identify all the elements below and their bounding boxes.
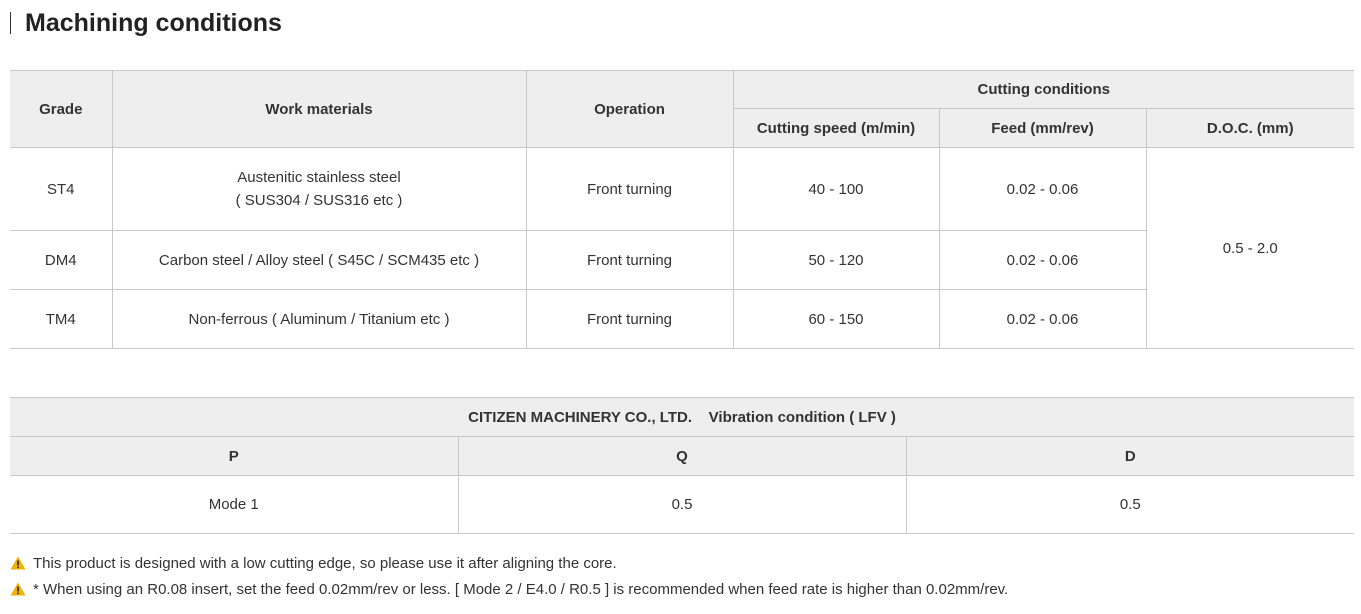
- grade-cell: DM4: [10, 231, 112, 290]
- note-text: * When using an R0.08 insert, set the feed 0.02mm/rev or less. [ Mode 2 / E4.0 / R0.5 ] is recommended when feed rate is higher than 0.02mm/rev.: [33, 580, 1009, 598]
- speed-cell: 50 - 120: [733, 231, 939, 290]
- machining-conditions-table: [10, 70, 1354, 349]
- header-row: [10, 71, 1354, 109]
- q-header: Q: [458, 437, 906, 476]
- vibration-header-row: [10, 437, 1354, 476]
- title-marker: [10, 12, 11, 34]
- grade-cell: ST4: [10, 148, 112, 231]
- operation-cell: Front turning: [526, 290, 733, 349]
- d-value: 0.5: [906, 476, 1354, 534]
- feed-header: Feed (mm/rev): [939, 109, 1146, 148]
- table-row: [10, 148, 1354, 231]
- vibration-condition-table: [10, 397, 1354, 534]
- note-text: This product is designed with a low cutting edge, so please use it after aligning the core.: [33, 554, 617, 572]
- d-header: D: [906, 437, 1354, 476]
- p-value: Mode 1: [10, 476, 458, 534]
- q-value: 0.5: [458, 476, 906, 534]
- section-title: [10, 10, 282, 36]
- speed-cell: 60 - 150: [733, 290, 939, 349]
- p-header: P: [10, 437, 458, 476]
- vibration-title-row: [10, 398, 1354, 437]
- material-cell: Carbon steel / Alloy steel ( S45C / SCM435 etc ): [112, 231, 526, 290]
- doc-cell: 0.5 - 2.0: [1146, 148, 1354, 349]
- warning-icon: [10, 556, 26, 570]
- feed-cell: 0.02 - 0.06: [939, 231, 1146, 290]
- material-cell: [112, 148, 526, 231]
- operation-cell: Front turning: [526, 148, 733, 231]
- vibration-title: [10, 398, 1354, 437]
- operation-cell: Front turning: [526, 231, 733, 290]
- vibration-title-text: CITIZEN MACHINERY CO., LTD. Vibration condition ( LFV ): [468, 408, 896, 426]
- page-title: Machining conditions: [25, 8, 282, 37]
- feed-cell: 0.02 - 0.06: [939, 290, 1146, 349]
- note-item: [10, 576, 1008, 602]
- cutting-speed-header: Cutting speed (m/min): [733, 109, 939, 148]
- material-line: Austenitic stainless steel: [237, 169, 401, 186]
- material-cell: Non-ferrous ( Aluminum / Titanium etc ): [112, 290, 526, 349]
- grade-header: Grade: [10, 71, 112, 148]
- cutting-conditions-header: Cutting conditions: [733, 71, 1354, 109]
- operation-header: Operation: [526, 71, 733, 148]
- warning-icon: [10, 582, 26, 596]
- material-line: ( SUS304 / SUS316 etc ): [235, 192, 403, 209]
- notes: [10, 550, 1008, 602]
- doc-header: D.O.C. (mm): [1146, 109, 1354, 148]
- note-item: [10, 550, 1008, 576]
- speed-cell: 40 - 100: [733, 148, 939, 231]
- feed-cell: 0.02 - 0.06: [939, 148, 1146, 231]
- table-row: [10, 476, 1354, 534]
- grade-cell: TM4: [10, 290, 112, 349]
- work-materials-header: Work materials: [112, 71, 526, 148]
